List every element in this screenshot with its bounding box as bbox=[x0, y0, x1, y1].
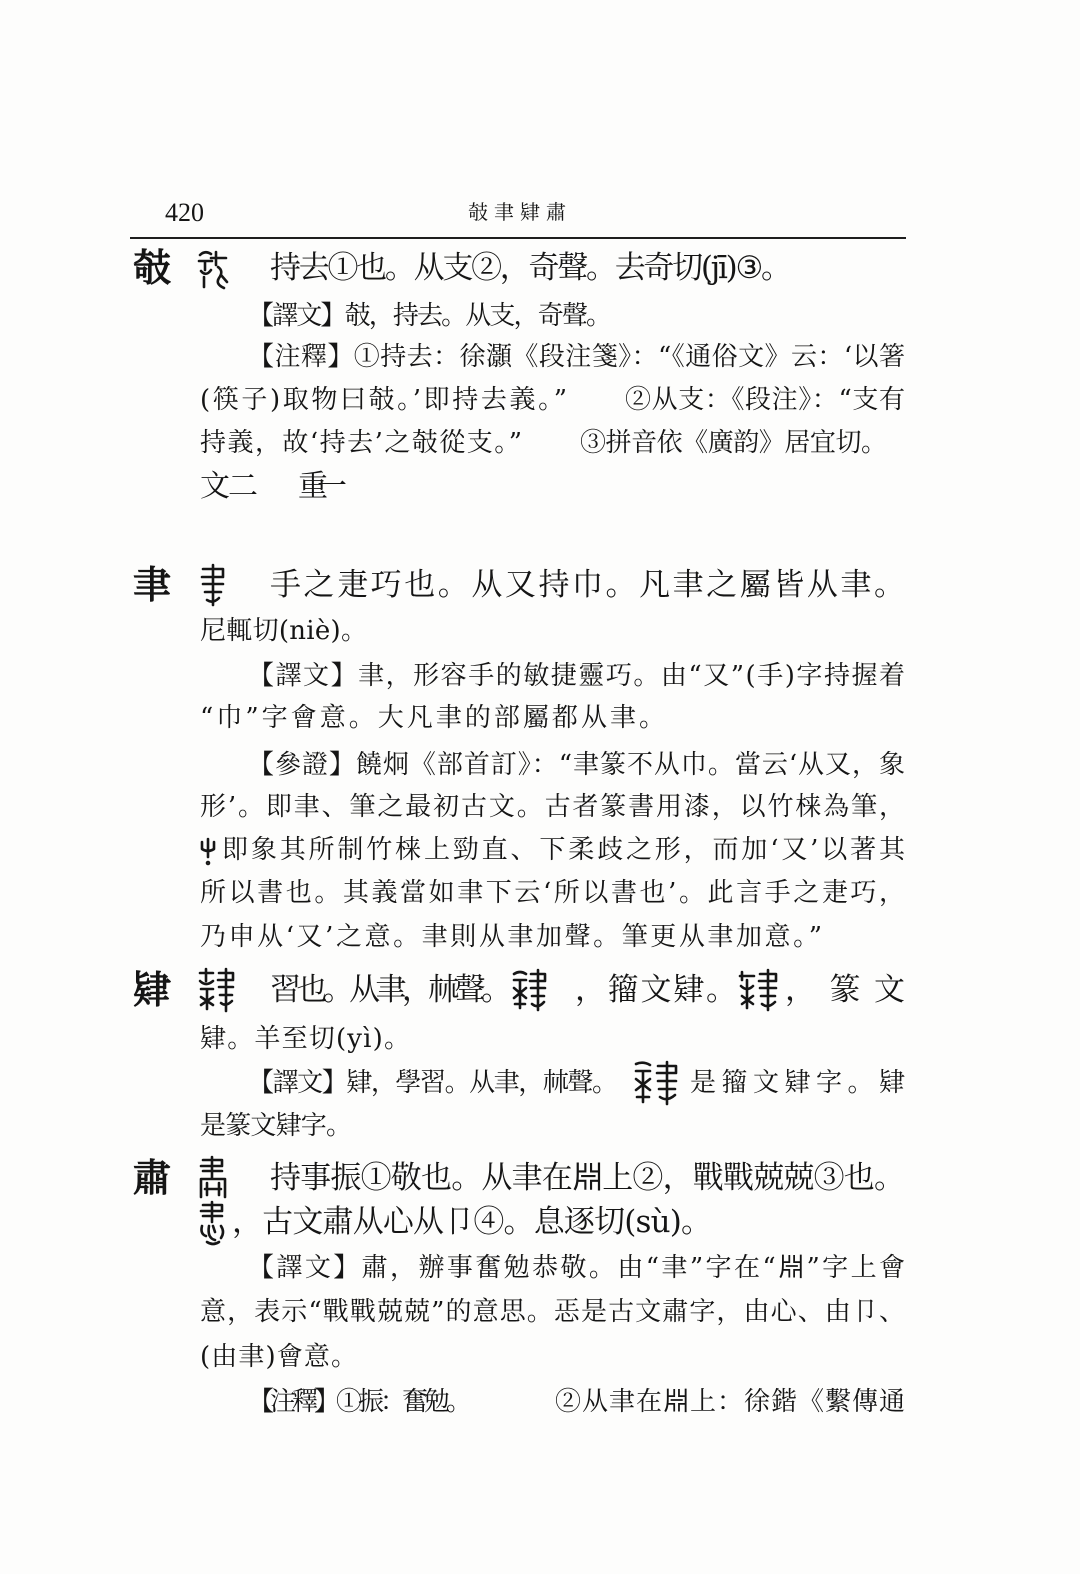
entry-head-character: 肄 bbox=[133, 967, 172, 1012]
definition-line: 尼輒切(niè)。 bbox=[200, 616, 368, 646]
definition-line: 持去①也。从支②，奇聲。去奇切(jī)③。 bbox=[270, 250, 790, 286]
translation-line: (由聿)會意。 bbox=[200, 1342, 359, 1372]
note-line: (筷子)取物曰攲。’即持去義。” bbox=[200, 385, 570, 415]
translation-line: 【譯文】攲，持去。从支，奇聲。 bbox=[248, 301, 611, 331]
definition-line: 持事振①敬也。从聿在𣶒上②，戰戰兢兢③也。 bbox=[270, 1160, 905, 1196]
translation-line: “巾”字會意。大凡聿的部屬都从聿。 bbox=[200, 703, 669, 733]
seal-script-glyph bbox=[198, 563, 228, 607]
note-line: 【注釋】①振：奮勉。 bbox=[248, 1387, 468, 1417]
evidence-line: 所以書也。其義當如聿下云‘所以書也’。此言手之疌巧， bbox=[200, 878, 908, 908]
note-line: ③拼音依《廣韵》居宜切。 bbox=[580, 428, 887, 458]
seal-script-glyph bbox=[197, 967, 237, 1013]
note-line: ②从支：《段注》：“支有 bbox=[625, 385, 906, 415]
definition-line: ，篆文 bbox=[785, 972, 919, 1008]
seal-script-glyph bbox=[197, 1155, 229, 1201]
evidence-line: 乃申从‘又’之意。聿則从聿加聲。筆更从聿加意。” bbox=[200, 922, 825, 952]
entry-head-character: 聿 bbox=[133, 562, 172, 607]
translation-line: 【譯文】聿，形容手的敏捷靈巧。由“又”(手)字持握着 bbox=[248, 661, 907, 691]
seal-script-glyph bbox=[632, 1060, 680, 1106]
evidence-line: 即象其所制竹梾上勁直、下柔歧之形，而加‘又’以著其 bbox=[222, 835, 908, 865]
definition-line: ，古文肅从心从卩④。息逐切(sù)。 bbox=[232, 1204, 712, 1240]
entry-head-character: 肅 bbox=[133, 1155, 172, 1200]
note-line: 【注釋】①持去：徐灝《段注箋》：“《通俗文》云：‘以箸 bbox=[248, 342, 906, 372]
entry-head-character: 攲 bbox=[133, 245, 172, 290]
translation-line: 意，表示“戰戰兢兢”的意思。𢘫是古文肅字，由心、由卩、 bbox=[200, 1297, 907, 1327]
definition-line: 習也。从聿，𣏟聲。 bbox=[270, 972, 508, 1008]
evidence-line: 【參證】饒炯《部首訂》：“聿篆不从巾。當云‘从又，象 bbox=[248, 750, 906, 780]
translation-line: 【譯文】肅，辦事奮勉恭敬。由“聿”字在“𣶒”字上會 bbox=[248, 1253, 908, 1283]
evidence-line: 形’。即聿、筆之最初古文。古者篆書用漆，以竹梾為筆， bbox=[200, 792, 907, 822]
note-line: ②从聿在𣶒上：徐鍇《繫傳通 bbox=[555, 1387, 906, 1417]
definition-line: ，籀文肄。 bbox=[575, 972, 739, 1008]
note-line: 持義，故‘持去’之攲從支。” bbox=[200, 428, 524, 458]
variant-count: 重一 bbox=[298, 469, 336, 504]
seal-script-glyph bbox=[738, 968, 780, 1012]
seal-script-glyph bbox=[200, 838, 216, 866]
seal-script-glyph bbox=[197, 1200, 229, 1246]
seal-script-glyph bbox=[511, 968, 548, 1012]
definition-line: 手之疌巧也。从又持巾。凡聿之屬皆从聿。 bbox=[270, 567, 908, 603]
seal-script-glyph bbox=[197, 248, 229, 290]
translation-line: 是篆文肄字。 bbox=[200, 1111, 352, 1141]
running-title: 攲聿肄肅 bbox=[468, 200, 572, 224]
translation-line: 是籀文肄字。肄 bbox=[690, 1068, 911, 1098]
character-count: 文二 bbox=[200, 469, 256, 504]
header-rule bbox=[130, 237, 906, 239]
definition-line: 肄。羊至切(yì)。 bbox=[200, 1024, 412, 1054]
page-number: 420 bbox=[165, 198, 204, 227]
translation-line: 【譯文】肄，學習。从聿，𣏟聲。 bbox=[248, 1068, 617, 1098]
